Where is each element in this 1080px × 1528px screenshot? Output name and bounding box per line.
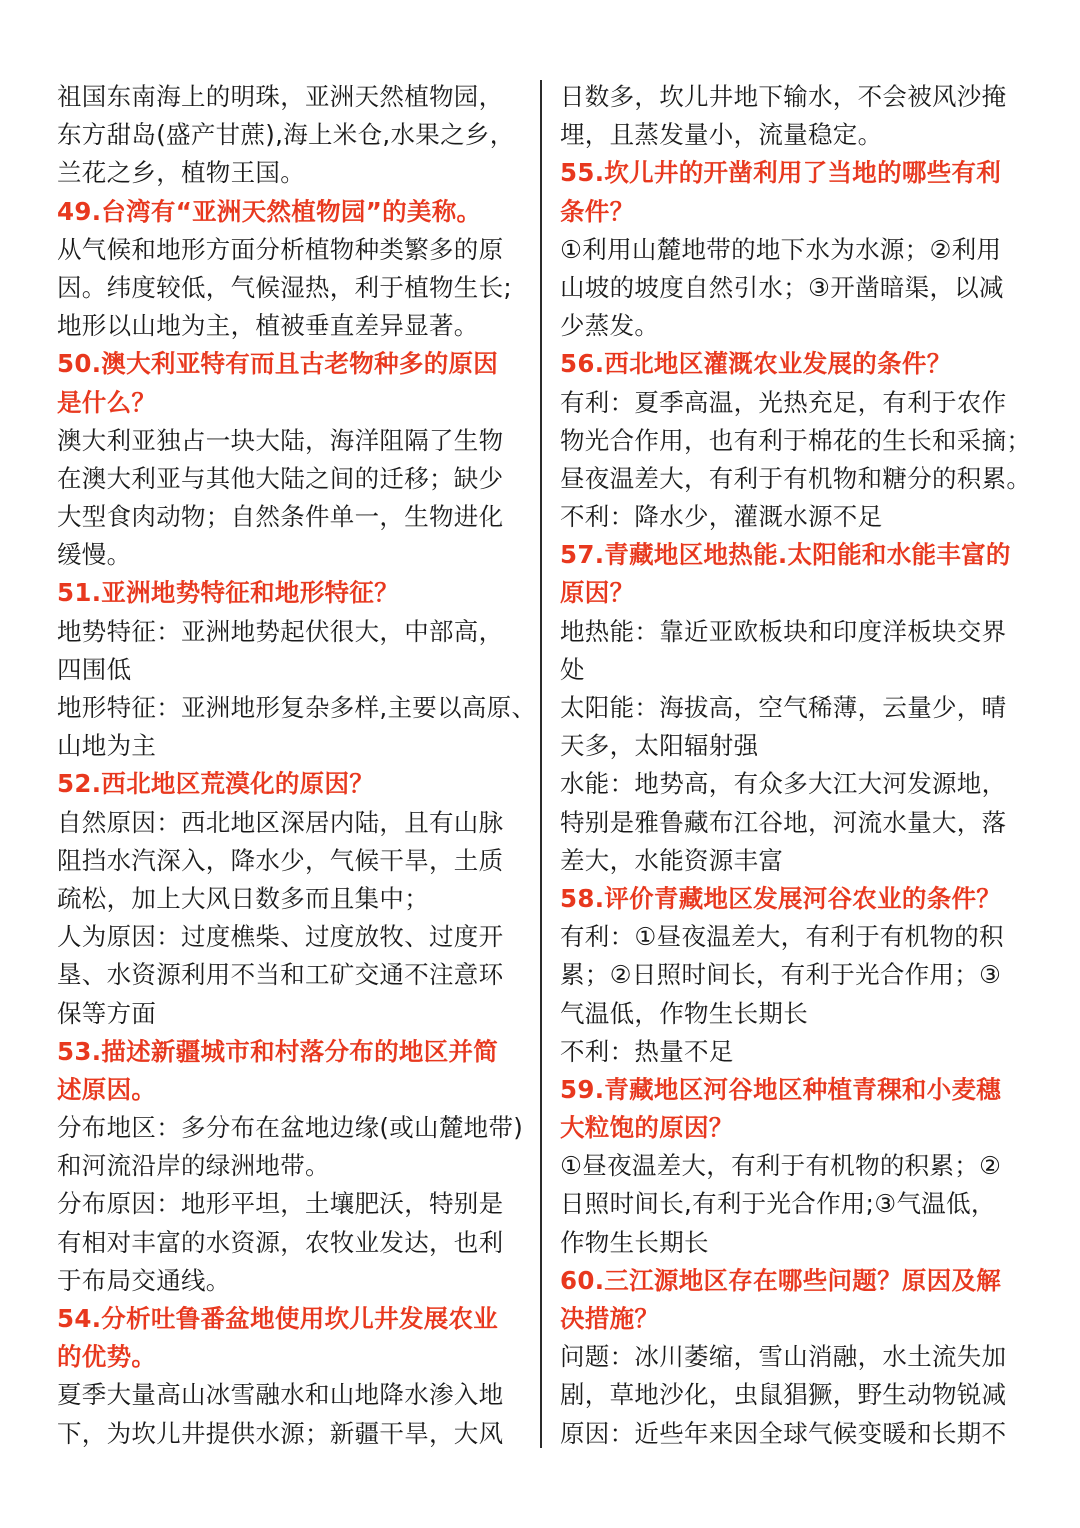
answer-text-line: 原因：近些年来因全球气候变暖和长期不 [560, 1418, 1007, 1448]
answer-text-line: 自然原因：西北地区深居内陆，且有山脉 [57, 807, 504, 837]
answer-text-line: 天多，太阳辐射强 [560, 731, 759, 761]
answer-text-line: ①利用山麓地带的地下水为水源；②利用 [560, 234, 1002, 264]
answer-text-line: 气温低，作物生长期长 [560, 998, 808, 1028]
right-column [560, 78, 1030, 1453]
answer-text-line: 东方甜岛(盛产甘蔗),海上米仓,水果之乡， [57, 120, 515, 150]
answer-text-line: 兰花之乡，植物王国。 [57, 158, 305, 188]
question-heading-line: 51.亚洲地势特征和地形特征？ [57, 578, 399, 608]
answer-text-line: 水能：地势高，有众多大江大河发源地， [560, 769, 1007, 799]
answer-text-line: 有利：夏季高温，光热充足，有利于农作 [560, 387, 1007, 417]
question-heading-line: 大粒饱的原因？ [560, 1113, 734, 1143]
question-heading-line: 决措施？ [560, 1304, 660, 1333]
answer-text-line: 物光合作用，也有利于棉花的生长和采摘； [560, 425, 1032, 455]
answer-text-line: 垦、水资源利用不当和工矿交通不注意环 [57, 960, 504, 990]
question-heading-line: 55.坎儿井的开凿利用了当地的哪些有利 [560, 158, 1002, 188]
answer-text-line: 四围低 [57, 654, 132, 684]
answer-text-line: 地形以山地为主，植被垂直差异显著。 [57, 311, 479, 341]
question-heading-line: 58.评价青藏地区发展河谷农业的条件？ [560, 883, 1002, 913]
answer-text-line: 累；②日照时间长，有利于光合作用；③ [560, 960, 1002, 990]
answer-text-line: 澳大利亚独占一块大陆，海洋阻隔了生物 [57, 425, 504, 455]
question-heading-line: 52.西北地区荒漠化的原因？ [57, 769, 375, 799]
answer-text-line: 下，为坎儿井提供水源；新疆干旱，大风 [57, 1418, 504, 1448]
answer-text-line: ①昼夜温差大，有利于有机物的积累；② [560, 1151, 1002, 1181]
answer-text-line: 特别是雅鲁藏布江谷地，河流水量大，落 [560, 807, 1007, 837]
answer-text-line: 地形特征：亚洲地形复杂多样,主要以高原、 [57, 693, 537, 722]
answer-text-line: 有相对丰富的水资源，农牧业发达，也利 [57, 1227, 504, 1257]
question-heading-line: 原因？ [560, 578, 635, 608]
answer-text-line: 埋，且蒸发量小，流量稳定。 [560, 120, 883, 150]
answer-text-line: 地势特征：亚洲地势起伏很大，中部高， [57, 616, 504, 646]
question-heading-line: 54.分析吐鲁番盆地使用坎儿井发展农业 [57, 1304, 499, 1333]
answer-text-line: 阻挡水汽深入，降水少，气候干旱，土质 [57, 845, 504, 875]
answer-text-line: 有利：①昼夜温差大，有利于有机物的积 [560, 922, 1004, 952]
question-heading-line: 60.三江源地区存在哪些问题？原因及解 [560, 1265, 1002, 1295]
question-heading-line: 59.青藏地区河谷地区种植青稞和小麦穗 [560, 1074, 1002, 1104]
answer-text-line: 因。纬度较低，气候湿热，利于植物生长; [57, 272, 512, 302]
answer-text-line: 差大，水能资源丰富 [560, 845, 784, 875]
question-heading-line: 49.台湾有“亚洲天然植物园”的美称。 [57, 196, 482, 226]
answer-text-line: 人为原因：过度樵柴、过度放牧、过度开 [57, 922, 504, 952]
answer-text-line: 剧，草地沙化，虫鼠猖獗，野生动物锐减 [560, 1380, 1007, 1410]
question-heading-line: 述原因。 [57, 1074, 157, 1104]
column-divider [540, 80, 542, 1448]
question-heading-line: 50.澳大利亚特有而且古老物种多的原因 [57, 349, 499, 379]
answer-text-line: 于布局交通线。 [57, 1265, 231, 1295]
question-heading-line: 57.青藏地区地热能.太阳能和水能丰富的 [560, 540, 1011, 570]
answer-text-line: 地热能：靠近亚欧板块和印度洋板块交界 [560, 616, 1007, 646]
answer-text-line: 作物生长期长 [560, 1227, 709, 1257]
answer-text-line: 分布原因：地形平坦，土壤肥沃，特别是 [57, 1189, 504, 1219]
answer-text-line: 和河流沿岸的绿洲地带。 [57, 1151, 330, 1181]
answer-text-line: 不利：热量不足 [560, 1036, 734, 1066]
answer-text-line: 保等方面 [57, 998, 157, 1028]
question-heading-line: 条件？ [560, 196, 635, 226]
left-column [57, 78, 537, 1453]
answer-text-line: 分布地区：多分布在盆地边缘(或山麓地带) [57, 1113, 524, 1143]
answer-text-line: 缓慢。 [57, 540, 132, 570]
question-heading-line: 是什么？ [57, 387, 157, 417]
answer-text-line: 问题：冰川萎缩，雪山消融，水土流失加 [560, 1342, 1007, 1372]
answer-text-line: 大型食肉动物；自然条件单一，生物进化 [57, 502, 504, 532]
answer-text-line: 夏季大量高山冰雪融水和山地降水渗入地 [57, 1380, 504, 1410]
answer-text-line: 在澳大利亚与其他大陆之间的迁移；缺少 [57, 463, 504, 493]
answer-text-line: 日照时间长,有利于光合作用;③气温低， [560, 1189, 996, 1219]
answer-text-line: 少蒸发。 [560, 311, 660, 341]
answer-text-line: 山坡的坡度自然引水；③开凿暗渠，以减 [560, 272, 1004, 302]
answer-text-line: 昼夜温差大，有利于有机物和糖分的积累。 [560, 463, 1032, 493]
answer-text-line: 日数多，坎儿井地下输水，不会被风沙掩 [560, 82, 1007, 111]
answer-text-line: 处 [560, 654, 585, 684]
question-heading-line: 53.描述新疆城市和村落分布的地区并简 [57, 1036, 499, 1066]
answer-text-line: 祖国东南海上的明珠，亚洲天然植物园， [57, 82, 504, 111]
question-heading-line: 56.西北地区灌溉农业发展的条件？ [560, 349, 952, 379]
answer-text-line: 疏松，加上大风日数多而且集中； [57, 883, 429, 913]
question-heading-line: 的优势。 [57, 1342, 157, 1372]
answer-text-line: 从气候和地形方面分析植物种类繁多的原 [57, 234, 504, 264]
answer-text-line: 不利：降水少，灌溉水源不足 [560, 502, 883, 532]
answer-text-line: 山地为主 [57, 731, 157, 761]
answer-text-line: 太阳能：海拔高，空气稀薄，云量少，晴 [560, 693, 1007, 722]
